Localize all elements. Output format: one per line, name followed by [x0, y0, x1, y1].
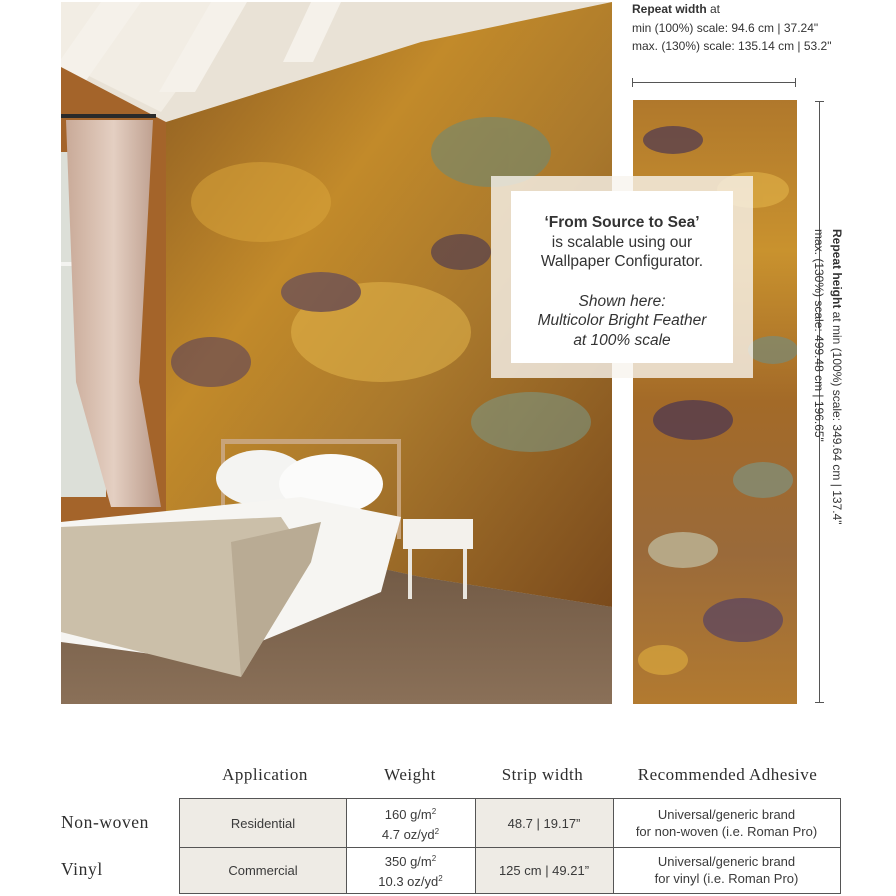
pattern-title: ‘From Source to Sea’: [544, 214, 700, 231]
cell-weight: 160 $g/m^2$ 4.7 $oz/yd^2$: [381, 807, 440, 842]
configurator-line: Wallpaper Configurator.: [540, 253, 704, 270]
repeat-height-max: max. (130%) scale: 499.48 cm | 196.65": [812, 229, 826, 442]
col-header-strip-width: Strip width: [501, 765, 584, 784]
cell-adhesive: Universal/generic brand for non-woven (i.e. Roman Pro): [635, 807, 818, 839]
repeat-width-max: max. (130%) scale: 135.14 cm | 53.2": [632, 39, 832, 53]
col-header-application: Application: [222, 765, 308, 784]
cell-adhesive: Universal/generic brand for vinyl (i.e. Roman Pro): [654, 854, 799, 886]
info-line-1: is scalable using our: [551, 233, 693, 251]
repeat-width-heading: Repeat width at: [632, 2, 721, 16]
colorway-name: Multicolor Bright Feather: [537, 312, 707, 329]
cell-strip-width: 48.7 | 19.17”: [475, 799, 613, 847]
repeat-height-info: [810, 229, 846, 569]
cell-strip-width: 125 cm | 49.21”: [475, 847, 613, 893]
col-header-weight: Weight: [384, 765, 436, 784]
table-divider: [180, 847, 840, 848]
spec-table: [179, 798, 841, 894]
repeat-height-min: Repeat height at min (100%) scale: 349.64 cm | 137.4": [830, 229, 844, 525]
table-divider: [613, 799, 614, 893]
col-header-adhesive: Recommended Adhesive: [637, 765, 818, 784]
repeat-width-info: [632, 0, 892, 56]
cell-weight: 350 $g/m^2$ 10.3 $oz/yd^2$: [378, 854, 443, 889]
cell-application: Commercial: [180, 847, 346, 893]
repeat-width-dimension-line: [632, 82, 796, 83]
table-divider: [346, 799, 347, 893]
table-divider: [475, 799, 476, 893]
repeat-width-min: min (100%) scale: 94.6 cm | 37.24": [632, 20, 819, 35]
shown-here-label: Shown here:: [578, 292, 666, 310]
cell-application: Residential: [180, 799, 346, 847]
info-card-body: [511, 191, 733, 363]
row-label-non-woven: Non-woven: [61, 812, 150, 832]
row-label-vinyl: Vinyl: [61, 859, 103, 879]
shown-scale: at 100% scale: [573, 331, 671, 349]
scalable-info-card: [491, 176, 753, 378]
